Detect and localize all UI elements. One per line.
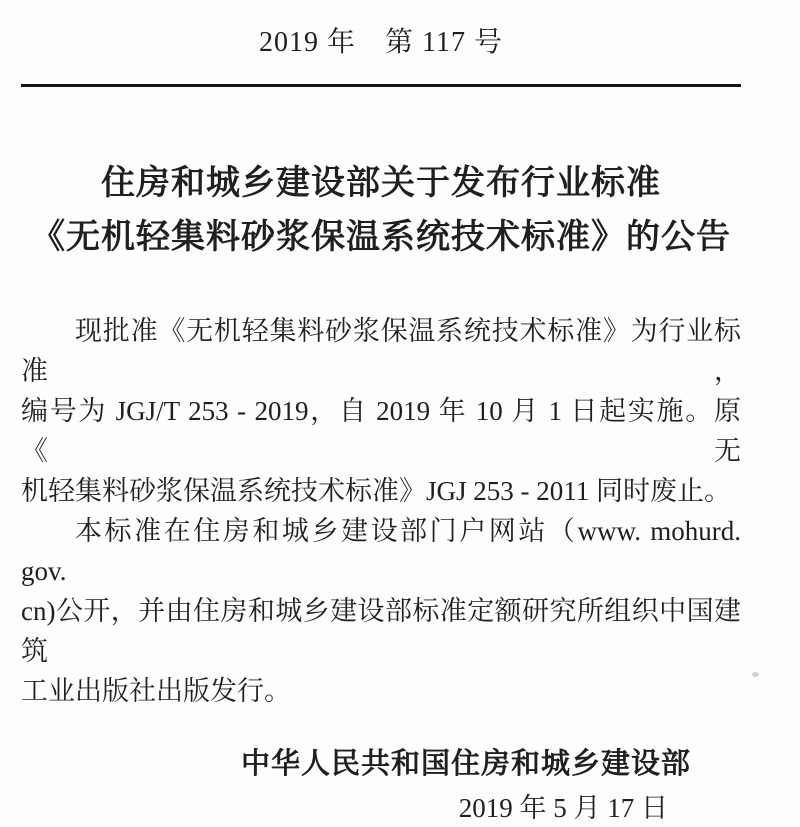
title-line-1: 住房和城乡建设部关于发布行业标准 <box>101 165 661 202</box>
issue-number-line: 2019 年 第 117 号 <box>259 27 503 58</box>
header-divider-rule <box>21 84 741 87</box>
paragraph-approval <box>21 311 741 511</box>
body-line: 机轻集料砂浆保温系统技术标准》JGJ 253 - 2011 同时废止。 <box>21 476 732 506</box>
issue-date: 2019 年 5 月 17 日 <box>458 793 668 823</box>
body-line: 现批准《无机轻集料砂浆保温系统技术标准》为行业标准， <box>21 316 741 386</box>
scanned-announcement-page <box>0 24 800 823</box>
paragraph-publication <box>21 511 741 711</box>
body-line: cn)公开，并由住房和城乡建设部标准定额研究所组织中国建筑 <box>21 596 741 666</box>
body-line: 工业出版社出版发行。 <box>21 676 291 706</box>
document-title <box>21 157 741 265</box>
announcement-document <box>0 24 800 823</box>
title-line-2: 《无机轻集料砂浆保温系统技术标准》的公告 <box>31 219 731 256</box>
issuing-authority-signature: 中华人民共和国住房和城乡建设部 <box>240 748 691 780</box>
body-line: 编号为 JGJ/T 253 - 2019，自 2019 年 10 月 1 日起实施。原《无 <box>21 396 741 466</box>
scan-speck-artifact <box>752 672 759 677</box>
document-body <box>21 311 741 711</box>
body-line: 本标准在住房和城乡建设部门户网站（www. mohurd. gov. <box>21 516 741 586</box>
